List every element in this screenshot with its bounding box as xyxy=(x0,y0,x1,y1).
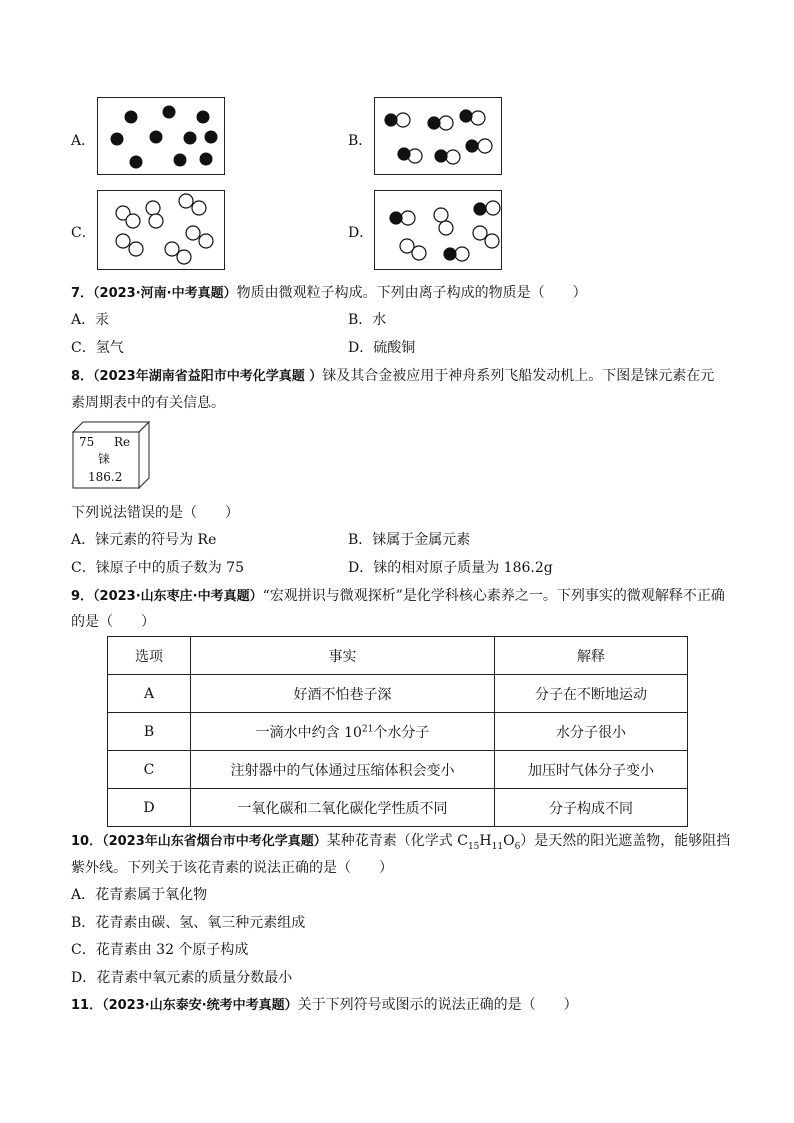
q8-option-c: C．铼原子中的质子数为 75 xyxy=(71,560,244,576)
option-a-label: A． xyxy=(71,133,96,149)
q7-option-a: A．汞 xyxy=(71,312,110,328)
q10-sub-h: 11 xyxy=(491,841,504,852)
cell-fact-exponent: 21 xyxy=(361,723,374,734)
question-10-line1 xyxy=(71,830,730,852)
option-d-label: D． xyxy=(348,225,374,241)
q11-source: （2023·山东泰安·统考中考真题） xyxy=(102,998,298,1013)
cell-fact-part1: 一滴水中约含 10 xyxy=(255,724,362,741)
q8-option-a: A．铼元素的符号为 Re xyxy=(71,532,217,548)
q10-sub-c: 15 xyxy=(467,841,480,852)
q8-option-b: B．铼属于金属元素 xyxy=(348,532,471,548)
cell-fact: 注射器中的气体通过压缩体积会变小 xyxy=(191,751,495,789)
diagram-a-box xyxy=(97,97,225,175)
q10-o: O xyxy=(503,833,515,849)
q10-option-d: D．花青素中氧元素的质量分数最小 xyxy=(71,970,293,986)
q9-stem-line2: 的是（ ） xyxy=(71,614,155,630)
q7-option-b: B．水 xyxy=(348,312,387,328)
cell-fact xyxy=(191,713,495,751)
q9-stem-line1: “宏观拼识与微观探析”是化学科核心素养之一。下列事实的微观解释不正确 xyxy=(262,588,725,604)
q10-stem-a: 某种花青素（化学式 C xyxy=(326,833,468,849)
particles-c xyxy=(98,191,224,269)
black-atom xyxy=(130,156,143,169)
cell-explanation: 分子在不断地运动 xyxy=(495,675,688,713)
q8-question: 下列说法错误的是（ ） xyxy=(71,505,239,521)
option-c-label: C． xyxy=(71,225,96,241)
black-atom xyxy=(163,106,176,119)
q11-number: 11． xyxy=(71,998,103,1013)
particles-a xyxy=(98,98,224,174)
header-option: 选项 xyxy=(108,637,191,675)
q9-number: 9． xyxy=(71,589,94,604)
question-11 xyxy=(71,994,578,1014)
black-atom xyxy=(200,153,213,166)
black-atom xyxy=(111,133,124,146)
q7-option-d: D．硫酸铜 xyxy=(348,340,416,356)
q8-stem-line1: 铼及其合金被应用于神舟系列飞船发动机上。下图是铼元素在元 xyxy=(322,368,715,384)
q10-option-a: A．花青素属于氧化物 xyxy=(71,887,208,903)
q11-stem: 关于下列符号或图示的说法正确的是（ ） xyxy=(297,997,578,1013)
cell-option: B xyxy=(108,713,191,751)
q10-option-c: C．花青素由 32 个原子构成 xyxy=(71,942,249,958)
q10-option-b: B．花青素由碳、氢、氧三种元素组成 xyxy=(71,915,306,931)
black-atom xyxy=(125,111,138,124)
diagram-c-box xyxy=(97,190,225,270)
black-atom xyxy=(150,131,163,144)
q8-number: 8． xyxy=(71,369,94,384)
q8-option-d: D．铼的相对原子质量为 186.2g xyxy=(348,560,553,576)
black-atom xyxy=(205,131,218,144)
table-row xyxy=(108,713,688,751)
q8-stem-line2: 素周期表中的有关信息。 xyxy=(71,395,225,411)
cell-fact: 一氧化碳和二氧化碳化学性质不同 xyxy=(191,789,495,827)
black-atom xyxy=(197,111,210,124)
cell-option: A xyxy=(108,675,191,713)
element-name: 铼 xyxy=(98,452,111,466)
diagram-d-box xyxy=(374,190,502,270)
table-row xyxy=(108,751,688,789)
cell-option: C xyxy=(108,751,191,789)
cell-fact-part2: 个水分子 xyxy=(373,724,430,741)
q7-source: （2023·河南·中考真题） xyxy=(93,286,237,301)
table-row xyxy=(108,675,688,713)
q9-table xyxy=(107,636,688,827)
cell-fact: 好酒不怕巷子深 xyxy=(191,675,495,713)
q7-option-c: C．氢气 xyxy=(71,340,124,356)
q10-stem-line2: 紫外线。下列关于该花青素的说法正确的是（ ） xyxy=(71,860,393,876)
q8-source: （2023年湖南省益阳市中考化学真题 ） xyxy=(93,369,323,384)
black-atom xyxy=(184,132,197,145)
q10-source: （2023年山东省烟台市中考化学真题） xyxy=(102,834,327,849)
black-atom xyxy=(174,154,187,167)
q10-sub-o: 6 xyxy=(514,841,521,852)
atomic-number: 75 xyxy=(79,435,95,449)
cell-option: D xyxy=(108,789,191,827)
q10-stem-b: ）是天然的阳光遮盖物，能够阻挡 xyxy=(520,833,731,849)
particles-b xyxy=(375,98,501,174)
cell-explanation: 分子构成不同 xyxy=(495,789,688,827)
cell-explanation: 水分子很小 xyxy=(495,713,688,751)
element-symbol: Re xyxy=(114,435,131,449)
q10-h: H xyxy=(479,833,492,849)
table-header-row xyxy=(108,637,688,675)
q9-source: （2023·山东枣庄·中考真题） xyxy=(93,589,263,604)
table-row xyxy=(108,789,688,827)
header-explanation: 解释 xyxy=(495,637,688,675)
question-8-line1 xyxy=(71,365,714,385)
cell-explanation: 加压时气体分子变小 xyxy=(495,751,688,789)
particles-d xyxy=(375,191,501,269)
atomic-mass: 186.2 xyxy=(88,470,123,484)
question-7 xyxy=(71,282,587,302)
header-fact: 事实 xyxy=(191,637,495,675)
option-b-label: B． xyxy=(348,133,373,149)
q7-number: 7． xyxy=(71,286,94,301)
q10-number: 10． xyxy=(71,834,103,849)
question-9-line1 xyxy=(71,585,725,605)
q7-stem: 物质由微观粒子构成。下列由离子构成的物质是（ ） xyxy=(236,285,587,301)
diagram-b-box xyxy=(374,97,502,175)
element-card xyxy=(71,420,151,490)
